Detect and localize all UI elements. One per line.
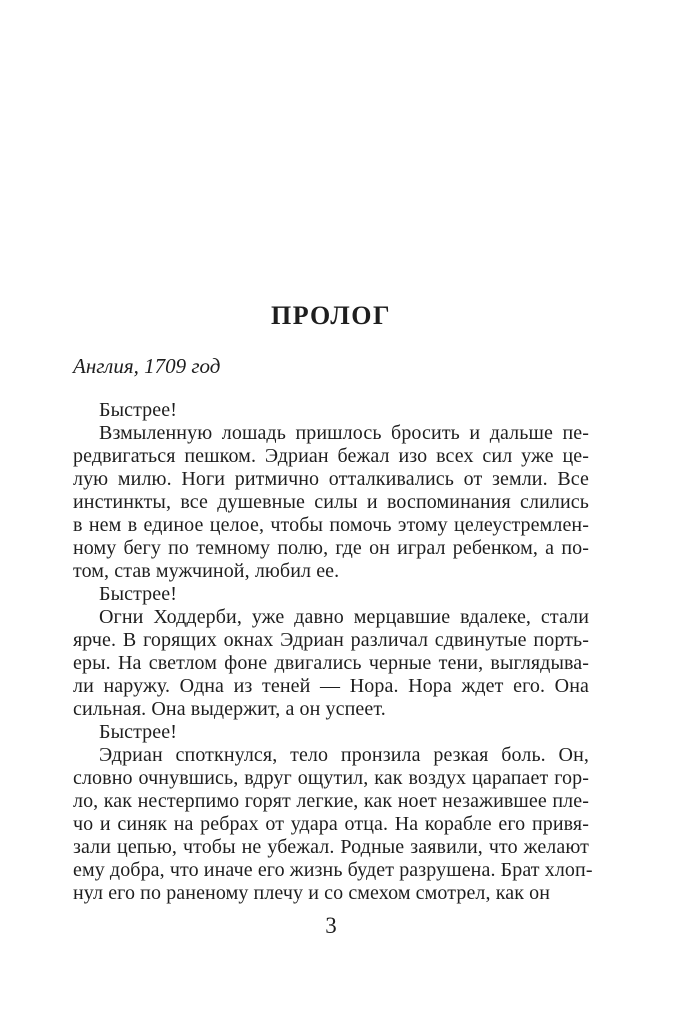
text-line: ярче. В горящих окнах Эдриан различал сдвинутые порть- (73, 629, 589, 651)
text-line: ному бегу по темному полю, где он играл ребенком, а по- (73, 537, 589, 559)
text-line: Быстрее! (99, 399, 177, 421)
text-line: словно очнувшись, вдруг ощутил, как воздух царапает гор- (73, 767, 589, 789)
text-line: Эдриан споткнулся, тело пронзила резкая боль. Он, (99, 744, 589, 766)
chapter-title: ПРОЛОГ (270, 301, 392, 330)
text-line: еры. На светлом фоне двигались черные тени, выглядыва- (73, 652, 589, 674)
text-line: Быстрее! (99, 583, 177, 605)
text-line: том, став мужчиной, любил ее. (73, 560, 340, 582)
text-line: нул его по раненому плечу и со смехом смотрел, как он (73, 882, 551, 904)
text-line: ло, как нестерпимо горят легкие, как ноет незажившее пле- (73, 790, 589, 812)
text-line: инстинкты, все душевные силы и воспоминания слились (73, 491, 589, 513)
text-line: лую милю. Ноги ритмично отталкивались от земли. Все (73, 468, 589, 490)
text-line: Взмыленную лошадь пришлось бросить и дальше пе- (99, 422, 589, 444)
text-line: чо и синяк на ребрах от удара отца. На корабле его привя- (73, 813, 589, 835)
text-line: Огни Ходдерби, уже давно мерцавшие вдалеке, стали (99, 606, 589, 628)
body-text (73, 399, 593, 905)
chapter-epigraph: Англия, 1709 год (73, 354, 221, 378)
text-line: ему добра, что иначе его жизнь будет разрушена. Брат хлоп- (73, 859, 593, 881)
text-line: Быстрее! (99, 721, 177, 743)
text-line: ли наружу. Одна из теней — Нора. Нора ждет его. Она (73, 675, 589, 697)
text-line: редвигаться пешком. Эдриан бежал изо всех сил уже це- (73, 445, 589, 467)
text-line: зали цепью, чтобы не убежал. Родные заявили, что желают (73, 836, 589, 858)
text-line: сильная. Она выдержит, а он успеет. (73, 698, 386, 720)
page-number: 3 (325, 913, 337, 938)
page-content (73, 0, 593, 1034)
text-line: в нем в единое целое, чтобы помочь этому целеустремлен- (73, 514, 589, 536)
